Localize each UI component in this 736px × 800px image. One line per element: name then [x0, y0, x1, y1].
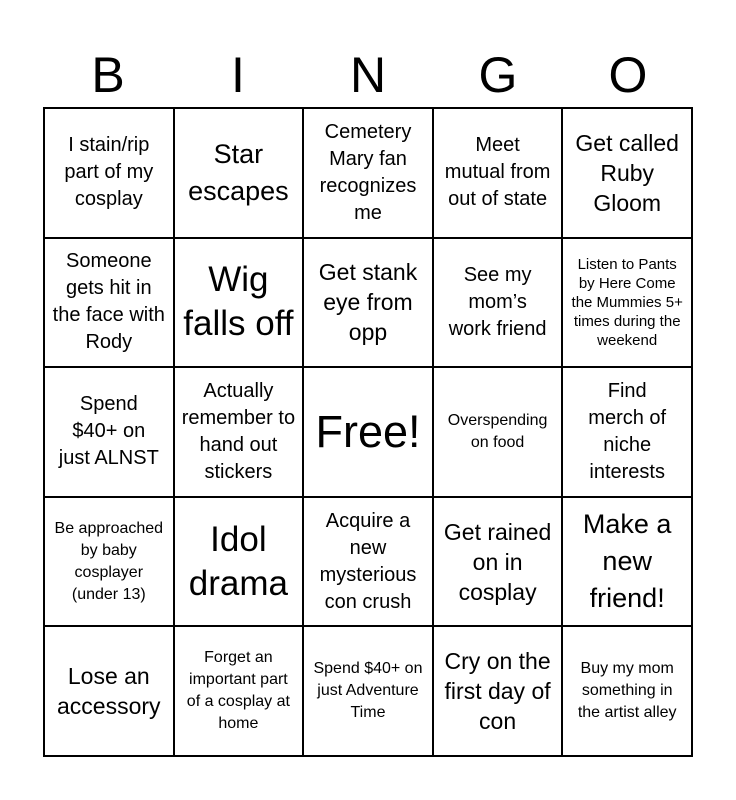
cell-text: Get called Ruby Gloom — [575, 129, 679, 216]
bingo-cell-r4c4[interactable] — [434, 498, 564, 628]
bingo-cell-r4c2[interactable] — [175, 498, 305, 628]
bingo-cell-r2c5[interactable] — [563, 239, 693, 369]
bingo-cell-r5c4[interactable] — [434, 627, 564, 757]
cell-text: Actually remember to hand out stickers — [181, 379, 296, 483]
bingo-cell-r4c3[interactable] — [304, 498, 434, 628]
bingo-cell-r3c5[interactable] — [563, 368, 693, 498]
cell-text: Be approached by baby cosplayer (under 13) — [54, 519, 164, 603]
cell-text: Listen to Pants by Here Come the Mummies 5+ times during the weekend — [571, 255, 683, 349]
cell-text: Someone gets hit in the face with Rody — [52, 250, 165, 354]
cell-text: Buy my mom something in the artist alley — [577, 660, 677, 722]
header-letter-b: B — [91, 47, 125, 103]
cell-text: I stain/rip part of my cosplay — [64, 134, 154, 211]
bingo-cell-r1c3[interactable] — [304, 109, 434, 239]
bingo-cell-r5c1[interactable] — [45, 627, 175, 757]
cell-text: Spend $40+ on just ALNST — [58, 393, 159, 470]
bingo-cell-r2c1[interactable] — [45, 239, 175, 369]
bingo-cell-r4c5[interactable] — [563, 498, 693, 628]
bingo-cell-r3c2[interactable] — [175, 368, 305, 498]
header-letter-i: I — [231, 47, 245, 103]
header-letter-n: N — [349, 47, 387, 103]
cell-text: Acquire a new mysterious con crush — [319, 509, 417, 613]
header-letter-o: O — [608, 47, 648, 103]
bingo-cell-r1c5[interactable] — [563, 109, 693, 239]
bingo-cell-r3c3[interactable] — [304, 368, 434, 498]
bingo-cell-r2c4[interactable] — [434, 239, 564, 369]
bingo-cell-r4c1[interactable] — [45, 498, 175, 628]
bingo-cell-r1c1[interactable] — [45, 109, 175, 239]
bingo-cell-r5c2[interactable] — [175, 627, 305, 757]
cell-text: Idol drama — [188, 519, 288, 603]
cell-text: Forget an important part of a cosplay at home — [186, 649, 290, 733]
bingo-cell-r1c2[interactable] — [175, 109, 305, 239]
cell-text: Get rained on in cosplay — [443, 518, 552, 605]
cell-text: Cemetery Mary fan recognizes me — [319, 120, 417, 224]
bingo-cell-r2c3[interactable] — [304, 239, 434, 369]
bingo-cell-r3c4[interactable] — [434, 368, 564, 498]
bingo-cell-r5c5[interactable] — [563, 627, 693, 757]
bingo-cell-r1c4[interactable] — [434, 109, 564, 239]
bingo-cell-r5c3[interactable] — [304, 627, 434, 757]
cell-text: Lose an accessory — [57, 663, 161, 720]
free-space-text: Free! — [315, 405, 421, 457]
bingo-grid — [43, 107, 693, 757]
cell-text: See my mom’s work friend — [448, 263, 547, 340]
cell-text: Meet mutual from out of state — [444, 134, 551, 211]
cell-text: Star escapes — [188, 138, 289, 206]
cell-text: Wig falls off — [183, 260, 294, 344]
cell-text: Cry on the first day of con — [444, 648, 551, 735]
cell-text: Get stank eye from opp — [318, 259, 418, 346]
header-letter-g: G — [478, 47, 518, 103]
bingo-cell-r3c1[interactable] — [45, 368, 175, 498]
bingo-cell-r2c2[interactable] — [175, 239, 305, 369]
cell-text: Overspending on food — [447, 411, 548, 451]
cell-text: Make a new friend! — [582, 509, 672, 614]
cell-text: Spend $40+ on just Adventure Time — [313, 660, 423, 722]
cell-text: Find merch of niche interests — [588, 379, 667, 483]
bingo-header — [43, 44, 693, 106]
